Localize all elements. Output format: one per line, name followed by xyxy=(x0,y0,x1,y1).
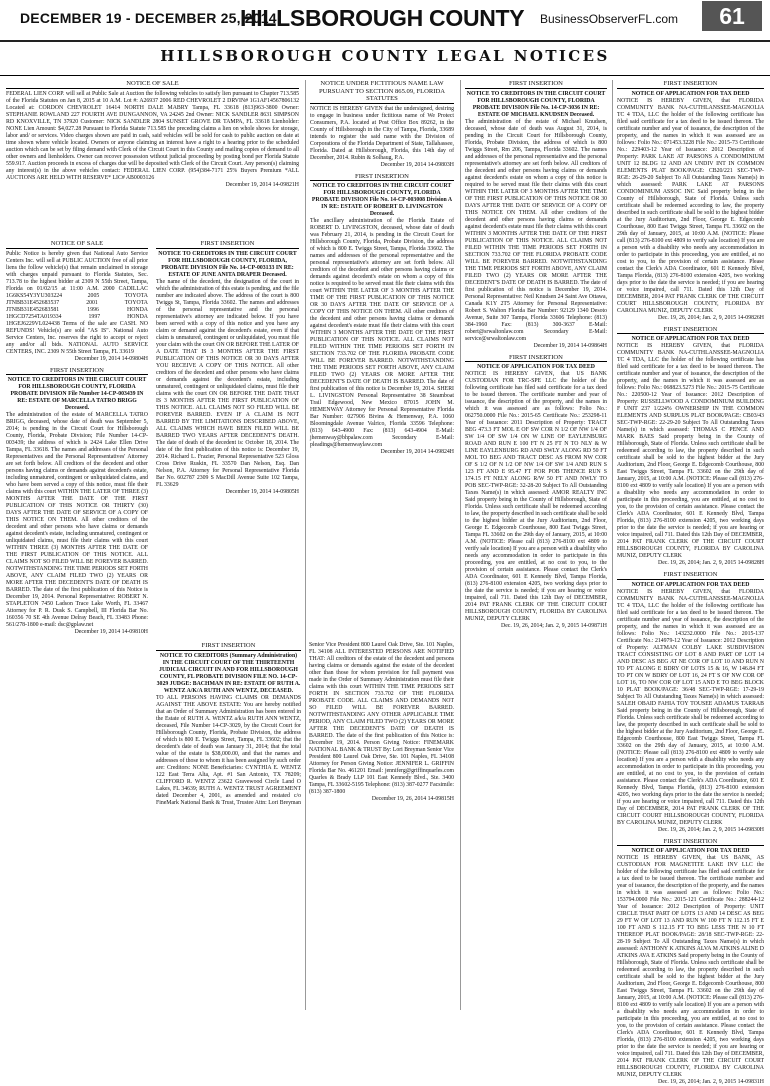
notice-body: FEDERAL LIEN CORP. will sell at Public Sale at Auction the following vehicles to satisfy lien pursuant to Chapter 713.585 of the Florida Statutes on Jan 8, 2015 at 10 A.M. Lot #: A26937 2006 RED CHEVROLET 2 DRVIN# 1G1AF14567806132 Located at: CORDON CHEVROLET 16414 NORTH DALE MABRY Tampa, FL 33618 (813)963-3800 Owner: STEPHANIE ROWLAND 227 FOURTH AVE DUNGANNON, VA 24245 2nd Owner: NICK SANDLER 8631 SIMPSON RD KNOXVILLE, TN 37920 Customer: NICK SANDLER 2804 SUNSET GROVE DR TAMPA, FL 33618 Lienholder: NONE Lien Amount: $4,027.28 Pursuant to Florida Statute 713.585 the preceding claims a lien on whole shows for storage, labor and/ or services. Video charges shown are paid in cash, said vehicles will be sold for cash to public auction on date at time shown where vehicle located. Owners or anyone claiming an interest have a right to a hearing prior to the scheduled auction which can be set by filing demand with Clerk of the Circuit Court in this County and mailing copies of demand to all other owners and lienholders. Owner can recover possession without judicial proceeding by posting bond per Florida Statute 559.917. Auction proceeds in excess of charges due will be deposited with Clerk of the Circuit Court. Any person(s) claiming any interest(s) in the above vehicles contact: FEDERAL LIEN CORP. (954)384-7171 25% Buyers Premium *ALL AUCTIONS ARE HELD WITH RESERVE* LIC# AB0003126 xyxy=(6,90,299,181)
notice-column xyxy=(6,80,299,236)
notice-heading: FIRST INSERTION xyxy=(465,80,607,89)
notice-tax-deed-amor xyxy=(465,354,607,631)
masthead xyxy=(0,0,770,42)
notice-tax-deed-atkins xyxy=(617,838,764,1086)
notice-heading: FIRST INSERTION xyxy=(617,571,764,580)
notice-estate-wentz xyxy=(156,642,454,807)
notice-footer: Dec. 19, 26, 2014; Jan. 2, 9, 2015 14-09828H xyxy=(658,560,764,567)
notice-title: NOTICE OF APPLICATION FOR TAX DEED xyxy=(631,90,750,97)
notice-title: NOTICE OF APPLICATION FOR TAX DEED xyxy=(631,336,750,343)
notice-footer: December 19, 26, 2014 14-09815H xyxy=(371,796,454,802)
notice-title: NOTICE TO CREDITORS (Summary Administration) IN THE CIRCUIT COURT OF THE THIRTEENTH JUDICIAL CIRCUIT IN AND FOR HILLSBOROUGH COUNTY, FL PROBATE DIVISION FILE NO. 14-CP-3029 JUDGE: BACHMAN IN RE: ESTATE OF RUTH A. WENTZ A/K/A RUTH ANN WENTZ, DECEASED. xyxy=(156,652,301,694)
notice-heading: NOTICE OF SALE xyxy=(6,240,148,249)
notice-body: NOTICE IS HEREBY GIVEN, that FLORIDA COMMUNITY BANK NA-CUTHLANSSEE-MAGNOLIA TC 4 TDA, LLC the holder of the following certificate has filed said certificate for a tax deed to be issued thereon. The certificate number and year of issuance, the description of the property, and the names in which it was assessed are as follows: Folio No.: 143232.0000 File No.: 2015-137 Certificate No.: 214979-12 Year of Issuance: 2012 Description of Property: ALTMAN COLBY LAKE SUBDIVISION TRACT CONSISTING OF LOT 8 AND PART OF LOT 14 AND DESC AS BEG AT NE COR OF LOT 10 AND RUN N TO PT ALONG E BDRY OF LOTS 15 & 16, W 146.84 FT TO PT ON W BDRY OF LOT 16, 24 FT S OF NW COR OF LOT 16, TO NW COR OF LOT 15 AND E TO BEG BLOCK 10 PLAT BOOK/PAGE: 36/48 SEC-TWP-RGE: 17-29-19 Subject To All Outstanding Taxes Name(s) in which assessed: SALEH OBAID FAHIA TOY TOUSEE ADAMUS TARRAB Said property being in the County of Hillsborough, State of Florida. Unless such certificate shall be redeemed according to law, the property described in such certificate shall be sold to the highest bidder at the Jury Auditorium, 2nd Floor, George E. Edgecomb Courthouse, 800 East Twiggs Street, Tampa FL 33602 on the 29th day of January, 2015, at 10:00 A.M. (NOTICE: Please call (813) 276-8100 ext 4809 to verify sale location) If you are a person with a disability who needs any accommodation in order to participate in this proceeding, you are entitled, at no cost to you, to the provision of certain assistance. Please contact the Clerk's ADA Coordinator, 601 E Kennedy Blvd, Tampa Florida, (813) 276-8100 extension 4205, two working days prior to the date the service is needed; if you are hearing or voice impaired, call 711. Dated this 12th Day of DECEMBER, 2014 PAT FRANK CLERK OF THE CIRCUIT COURT HILLSBOROUGH COUNTY, FLORIDA BY CAROLINA MUNIZ, DEPUTY CLERK xyxy=(617,588,764,826)
notice-fictitious-name xyxy=(310,80,454,169)
notice-title: NOTICE TO CREDITORS IN THE CIRCUIT COURT FOR HILLSBOROUGH COUNTY, FLORIDA PROBATE DIVISION File No. 14-CP-003008 Division A IN RE: ESTATE OF ROBERT D. LIVINGSTON Deceased. xyxy=(311,183,453,218)
notice-footer: December 19, 2014 14-09804H xyxy=(74,355,148,362)
notice-body: The ancillary administration of the Florida Estate of ROBERT D. LIVINGSTON, deceased, whose date of death was February 21, 2014, is pending in the Circuit Court for Hillsborough County, Florida, Probate Division, the address of which is 800 E. Twiggs Street, Tampa, Florida 33602. The names and addresses of the personal representative and the personal representative's attorney are set forth below. All creditors of the decedent and other persons having claims or demands against decedent's estate on whom a copy of this notice is required to be served must file their claims with this court WITHIN THE LATER OF 3 MONTHS AFTER THE TIME OF THE FIRST PUBLICATION OF THIS NOTICE OR 30 DAYS AFTER THE DATE OF SERVICE OF A COPY OF THIS NOTICE ON THEM. All other creditors of the decedent and other persons having claims or demands against decedent's estate must file their claims with this court WITHIN 3 MONTHS AFTER THE DATE OF THE FIRST PUBLICATION OF THIS NOTICE. ALL CLAIMS NOT FILED WITHIN THE TIME PERIODS SET FORTH IN SECTION 733.702 OF THE FLORIDA PROBATE CODE WILL BE FOREVER BARRED. NOTWITHSTANDING THE TIME PERIODS SET FORTH ABOVE, ANY CLAIM FILED TWO (2) YEARS OR MORE AFTER THE DECEDENT'S DATE OF DEATH IS BARRED. The date of first publication of this notice is December 19, 2014. SHERI L. LIVINGSTON Personal Representative 38 Steamboat Trail Edgewood, New Mexico 87015 JOHN M. HEMENWAY Attorney for Personal Representative Florida Bar Number: 027906 Bivins & Hemenway, P.A. 1060 Bloomingdale Avenue Valrico, Florida 33596 Telephone: (813) 643-4900 Fax: (813) 643-4904 E-Mail: jhemenway@bhpalaw.com Secondary E-Mail: pleadings@hemenwaylaw.com xyxy=(310,218,454,449)
notice-heading: FIRST INSERTION xyxy=(156,642,301,651)
notice-heading: FIRST INSERTION xyxy=(6,367,148,376)
notice-body: NOTICE IS HEREBY GIVEN, that FLORIDA COMMUNITY BANK NA-CUTHLANSSEE-MAGNOLIA TC 4 TDA, LLC the holder of the following certificate has filed said certificate for a tax deed to be issued thereon. The certificate number and year of issuance, the description of the property, and the names in which it was assessed are as follows: Folio No.: 068823.5273 File No.: 2015-75 Certificate No.: 220500-12 Year of Issuance: 2012 Description of Property: RUSSELLWOOD A CONDOMINIUM BUILDING F UNIT 237 1/224% OWNERSHIP IN THE COMMON ELEMENTS AND SURPLUS PLAT BOOK/PAGE: CB03/43 SEC-TWP-RGE: 22-29-20 Subject To All Outstanding Taxes Name(s) in which assessed: THOMAS C PENCE AND MARK BAES Said property being in the County of Hillsborough, State of Florida. Unless such certificate shall be redeemed according to law, the property described in such certificate shall be sold to the highest bidder at the Jury Auditorium, 2nd Floor, George E. Edgecomb Courthouse, 800 East Twiggs Street, Tampa FL 33602 on the 29th day of January, 2015, at 10:00 A.M. (NOTICE: Please call (813) 276-8100 ext 4809 to verify sale location) If you are a person with a disability who needs any accommodation in order to participate in this proceeding, you are entitled, at no cost to you, to the provision of certain assistance. Please contact the Clerk's ADA Coordinator, 601 E Kennedy Blvd, Tampa Florida, (813) 276-8100 extension 4205, two working days prior to the date the service is needed; if you are hearing or voice impaired, call 711. Dated this 12th Day of DECEMBER, 2014 PAT FRANK CLERK OF THE CIRCUIT COURT HILLSBOROUGH COUNTY, FLORIDA BY CAROLINA MUNIZ, DEPUTY CLERK xyxy=(617,343,764,560)
page-number: 61 xyxy=(702,1,762,31)
notice-heading: FIRST INSERTION xyxy=(465,354,607,363)
notice-title: NOTICE OF APPLICATION FOR TAX DEED xyxy=(631,581,750,588)
notice-estate-livingston xyxy=(310,173,454,457)
notice-footer: December 19, 2014 14-09864H xyxy=(533,342,607,349)
notice-heading: FIRST INSERTION xyxy=(617,80,764,89)
notice-title: NOTICE OF APPLICATION FOR TAX DEED xyxy=(631,848,750,855)
notice-column xyxy=(310,80,454,640)
notice-footer: December 19, 2014 14-09803H xyxy=(380,161,454,168)
notice-estate-knudsen xyxy=(465,80,607,350)
notice-title: NOTICE OF APPLICATION FOR TAX DEED xyxy=(477,364,595,371)
notice-body: NOTICE IS HEREBY GIVEN, that US BANK CUSTODIAN FOR TRC-SPE LLC the holder of the following certificate has filed said certificate for a tax deed to be issued thereon. The certificate number and year of issuance, the description of the property, and the names in which it was assessed are as follows: Folio No.: 062750.0000 File No.: 2015-65 Certificate No.: 253298-11 Year of Issuance: 2011 Description of Property: TRACT BEG 473.3 FT MOL E OF SW COR N 1/2 OF NW 1/4 OF SW 1/4 OF SW 1/4 ON W LINE OF EAYLENBURG ROAD AND RUN E 100 FT N 25 FT N TO NLY & W LINE EAYLENBURG RD AND SWLY ALONG RD 50 FT MOL TO BEG AND TRACT DESC AS FROM NW COR OF S 1/2 OF N 1/2 OF NW 1/4 OF SW 1/4 AND RUN S 123 FT AND E 95.47 FT FOR POB THENCE RUN S 174.15 FT NELY ALONG R/W 50 FT AND NWLY TO POB SEC-TWP-RGE: 32-28-20 Subject To All Outstanding Taxes Name(s) in which assessed: AMOR REALTY INC Said property being in the County of Hillsborough, State of Florida. Unless such certificate shall be redeemed according to law, the property described in such certificate shall be sold to the highest bidder at the Jury Auditorium, 2nd Floor, George E. Edgecomb Courthouse, 800 East Twiggs Street, Tampa FL 33602 on the 29th day of January, 2015, at 10:00 A.M. (NOTICE: Please call (813) 276-8100 ext 4809 to verify sale location) If you are a person with a disability who needs any accommodation in order to participate in this proceeding, you are entitled, at no cost to you, to the provision of certain assistance. Please contact the Clerk's ADA Coordinator, 601 E Kennedy Blvd, Tampa Florida, (813) 276-8100 extension 4205, two working days prior to the date the service is needed; if you are hearing or voice impaired, call 711. Dated this 12th Day of DECEMBER, 2014 PAT FRANK CLERK OF THE CIRCUIT COURT HILLSBOROUGH COUNTY, FLORIDA BY CAROLINA MUNIZ, DEPUTY CLERK xyxy=(465,371,607,623)
notice-footer: Dec. 19, 26, 2014; Jan. 2, 9, 2015 14-09826H xyxy=(658,314,764,321)
notice-column xyxy=(617,80,764,1086)
notice-heading: NOTICE UNDER FICTITIOUS NAME LAW PURSUANT TO SECTION 865.09, FLORIDA STATUTES xyxy=(310,80,454,104)
notice-of-sale-lien xyxy=(6,80,299,189)
notice-body: The administration of the estate of MARCELLA TATRO BRIGG, deceased, whose date of death was September 5, 2014; is pending in the Circuit Court for Hillsborough County, Florida, Probate Division; File Number 14-CP-003439; the address of which is 2424 Lake Ellen Drive Tampa, FL 33618. The names and addresses of the Personal Representatives and the Personal Representatives' Attorney are set forth below. All creditors of the decedent and other persons having claims or demands against decedent's estate, including unmatured, contingent or unliquidated claims, and who have been served a copy of this notice, must file their claims with this court WITHIN THE LATER OF THREE (3) MONTHS AFTER THE DATE OF THE FIRST PUBLICATION OF THIS NOTICE OR THIRTY (30) DAYS AFTER THE DATE OF SERVICE OF A COPY OF THIS NOTICE ON THEM. All other creditors of the decedent and other persons who have claims or demands against decedent's estate, including unmatured, contingent or unliquidated claims, must file their claims with this court WITHIN THREE (3) MONTHS AFTER THE DATE OF THE FIRST PUBLICATION OF THIS NOTICE. ALL CLAIMS NOT SO FILED WILL BE FOREVER BARRED. NOTWITHSTANDING THE TIME PERIODS SET FORTH ABOVE, ANY CLAIM FILED TWO (2) YEARS OR MORE AFTER THE DECEDENT'S DATE OF DEATH IS BARRED. The date of the first publication of this Notice is December 19, 2014. Personal Representative: ROBERT N. STAPLETON 7450 Ladson Trace Lake Worth, FL 33467 Attorney for P. R. Dusk S. Campbell, III Florida Bar No. 160356 70 SE 4th Avenue Delray Beach, FL 33483 Phone: 561/278-1800 e-mail: dsc@gplaw.net xyxy=(6,412,148,629)
notice-footer: Dec. 19, 26, 2014; Jan. 2, 9, 2015 14-09871H xyxy=(501,623,607,630)
notice-body: NOTICE IS HEREBY GIVEN that the undersigned, desiring to engage in business under fictitious name of We Protect Consumers, P.A. located at Post Office Box 89262, in the County of Hillsborough in the City of Tampa, Florida, 33689 intends to register the said name with the Division of Corporations of the Florida Department of State, Tallahassee, Florida. Dated at Hillsborough, Florida, this 14th day of December, 2014. Rubin & Solhaug, P.A. xyxy=(310,105,454,161)
notice-title: NOTICE TO CREDITORS IN THE CIRCUIT COURT FOR HILLSBOROUGH COUNTY, FLORIDA, PROBATE DIVISION File No. 14-CP-003133 IN RE: ESTATE OF JUNE ANITA DRAPER Deceased. xyxy=(158,250,297,278)
notice-heading: FIRST INSERTION xyxy=(156,240,299,249)
notice-heading: FIRST INSERTION xyxy=(617,326,764,335)
notice-body: Public Notice is hereby given that National Auto Service Centers Inc. will sell at PUBLIC AUCTION free of all prior liens the follow vehicle(s) that remain unclaimed in storage with charges unpaid pursuant to Florida Statutes, Sec. 713.78 to the highest bidder at 2309 N 55th Street, Tampa, Florida on 01/02/15 at 11:00 A.M. 2000 CADILLAC 1G6KS54Y3YU303224 2005 TOYOTA JTNBB31E452683537 2001 TOYOTA JTNBB31E452683581 1996 HONDA 1HGCD7254TA019334 1997 HONDA 1HGEJ6229VL024438 Terms of the sale are CASH. NO REFUNDS! Vehicle(s) are sold "AS IS". National Auto Service Centers, Inc. reserves the right to accept or reject any and/or all bids. NATIONAL AUTO SERVICE CENTERS, INC. 2309 N 55th Street Tampa, FL 33619 xyxy=(6,250,148,355)
notice-tax-deed-park-lake xyxy=(617,80,764,322)
notice-footer: December 19, 2014 14-09824H xyxy=(380,449,454,456)
column-divider xyxy=(612,80,613,1010)
notice-estate-draper xyxy=(156,240,299,496)
notice-column xyxy=(156,240,299,640)
notice-body: NOTICE IS HEREBY GIVEN, that US BANK, AS CUSTODIAN FOR MAGNETITE LAKE INV LLC the holder of the following certificate has filed said certificate for a tax deed to be issued thereon. The certificate number and year of issuance, the description of the property, and the names in which it was assessed are as follows: Folio No.: 153794.0000 File No.: 2015-121 Certificate No.: 288244-12 Year of Issuance: 2012 Description of Property: UNIT CIRCLE THAT PART OF LOTS 13 AND 14 DESC AS BEG 29 FT W OF LOT 13 AND RUN W 100 FT N 112.15 FT E 100 FT AND S 112.15 FT TO BEG LESS THE N 10 FT THEREOF PLAT BOOK/PAGE: 28/18 SEC-TWP-RGE: 22-28-19 Subject To All Outstanding Taxes Name(s) in which assessed: ANTHONY K ATKINS ALVA M ATKINS ALINE D ATKINS AVA E ATKINS Said property being in the County of Hillsborough, State of Florida. Unless such certificate shall be redeemed according to law, the property described in such certificate shall be sold to the highest bidder at the Jury Auditorium, 2nd Floor, George E. Edgecomb Courthouse, 800 East Twiggs Street, Tampa FL 33602 on the 29th day of January, 2015, at 10:00 A.M. (NOTICE: Please call (813) 276-8100 ext 4809 to verify sale location) If you are a person with a disability who needs any accommodation in order to participate in this proceeding, you are entitled, at no cost to you, to the provision of certain assistance. Please contact the Clerk's ADA Coordinator, 601 E Kennedy Blvd, Tampa Florida, (813) 276-8100 extension 4205, two working days prior to the date the service is needed; if you are hearing or voice impaired, call 711. Dated this 12th Day of DECEMBER, 2014 PAT FRANK CLERK OF THE CIRCUIT COURT HILLSBOROUGH COUNTY, FLORIDA BY CAROLINA MUNIZ, DEPUTY CLERK xyxy=(617,855,764,1079)
column-divider xyxy=(460,80,461,1010)
notice-footer: December 19, 2014 14-09805H xyxy=(225,488,299,495)
website-link[interactable]: BusinessObserverFL.com xyxy=(540,12,679,26)
notice-title: NOTICE TO CREDITORS IN THE CIRCUIT COURT FOR HILLSBOROUGH COUNTY, FLORIDA PROBATE DIVISION File Number 14-CP-003439 IN RE: ESTATE OF MARCELLA TATRO BRIGG Deceased. xyxy=(7,377,147,412)
notice-body: The name of the decedent, the designation of the court in which the administration of this estate is pending, and the file number are indicated above. The address of the court is 800 Twiggs St, Tampa, Florida 33602. The names and addresses of the personal representative and the personal representative's attorney are indicated below. If you have been served with a copy of this notice and you have any claim or demand against the decedent's estate, even if that claim is unmatured, contingent or unliquidated, you must file your claim with the court ON OR BEFORE THE LATER OF A DATE THAT IS 3 MONTHS AFTER THE FIRST PUBLICATION OF THIS NOTICE OR 30 DAYS AFTER YOU RECEIVE A COPY OF THIS NOTICE. All other creditors of the decedent and other persons who have claims or demands against the decedent's estate, including unmatured, contingent or unliquidated claims, must file their claims with the court ON OR BEFORE THE DATE THAT IS 3 MONTHS AFTER THE FIRST PUBLICATION OF THIS NOTICE. ALL CLAIMS NOT SO FILED WILL BE FOREVER BARRED. EVEN IF A CLAIM IS NOT BARRED BY THE LIMITATIONS DESCRIBED ABOVE, ALL CLAIMS WHICH HAVE BEEN FILED WILL BE BARRED TWO YEARS AFTER DECEDENT'S DEATH. The date of death of the decedent is: October 18, 2014. The date of the first publication of this notice is: December 19, 2014. Richard L. Frazier, Personal Representative 523 Gloss Cross Drive Ruskin, FL 33570 Dan Nelson, Esq. Dan Nelson, P.A. Attorney for Personal Representative Florida Bar No. 602787 2309 S MacDill Avenue Suite 102 Tampa, FL 33629 xyxy=(156,278,299,488)
notice-heading: NOTICE OF SALE xyxy=(6,80,299,89)
notice-tax-deed-russellwood xyxy=(617,326,764,568)
notice-column xyxy=(465,80,607,1010)
notice-column xyxy=(6,240,148,1010)
notice-body: TO ALL PERSONS HAVING CLAIMS OR DEMANDS AGAINST THE ABOVE ESTATE: You are hereby notified that an Order of Summary Administration has been entered in the Estate of RUTH A. WENTZ a/k/a RUTH ANN WENTZ, deceased, File Number 14-CP-3029, by the Circuit Court for Hillsborough County, Florida, Probate Division, the address of which is 800 E. Twiggs Street, Tampa, FL 33602; that the decedent's date of death was January 31, 2014; that the total value of the estate is $38,000.00, and that the names and addresses of those to whom it has been assigned by such order are: Creditors: NONE Beneficiaries: CYNTHIA E. WENTZ 122 East Terra Alta, Apt. #1 San Antonio, TX 78209; CLIFFORD R. WENTZ 23622 Gravewood Circle Land O Lakes, FL 34639; RUTH A. WENTZ TRUST AGREEMENT dated December 4, 2001, as amended and restated c/o FineMark National Bank & Trust, Trustee Attn: Lori Breyman Senior Vice President 800 Laurel Oak Drive, Ste. 101 Naples, FL 34108 ALL INTERESTED PERSONS ARE NOTIFIED THAT: All creditors of the estate of the decedent and persons having claims or demands against the estate of the decedent other than those for whom provision for full payment was made in the Order of Summary Administration must file their claims with this court WITHIN THE TIME PERIODS SET FORTH IN SECTION 733.702 OF THE FLORIDA PROBATE CODE. ALL CLAIMS AND DEMANDS NOT SO FILED WILL BE FOREVER BARRED. NOTWITHSTANDING ANY OTHER APPLICABLE TIME PERIOD, ANY CLAIM FILED TWO (2) YEARS OR MORE AFTER THE DECEDENT'S DATE OF DEATH IS BARRED. The date of the first publication of this Notice is: December 19, 2014. Person Giving Notice: FINEMARK NATIONAL BANK & TRUST By: Lori Breyman Senior Vice President 800 Laurel Oak Drive, Ste. 101 Naples, FL 34108 Attorney for Person Giving Notice: JENNIFER L. GRIFFIN Florida Bar No. 461201 Email: jenniferg@griffinquarles.com Quarles & Brady LLP 101 East Kennedy Blvd., Ste. 3400 Tampa, FL 33602-5195 Telephone: (813) 387-0277 Facsimile: (813) 387-1800 xyxy=(156,642,454,806)
notice-footer: December 19, 2014 14-09810H xyxy=(74,629,148,636)
notice-heading: FIRST INSERTION xyxy=(617,838,764,847)
notice-of-sale-auto xyxy=(6,240,148,363)
banner-rule xyxy=(0,75,770,76)
notice-title: NOTICE TO CREDITORS IN THE CIRCUIT COURT FOR HILLSBOROUGH COUNTY, FLORIDA PROBATE DIVISION File No. 14-CP-3036 IN RE: ESTATE OF MICHAEL KNUDSEN Deceased. xyxy=(466,90,606,118)
notice-column xyxy=(156,642,454,1010)
notice-estate-brigg xyxy=(6,367,148,637)
issue-date-range: DECEMBER 19 - DECEMBER 25, 2014 xyxy=(20,10,277,26)
notice-tax-deed-altman xyxy=(617,571,764,834)
notice-heading: FIRST INSERTION xyxy=(310,173,454,182)
section-county-title: HILLSBOROUGH COUNTY xyxy=(240,5,525,31)
notice-body: The administration of the estate of Michael Knudsen, deceased, whose date of death was August 31, 2014, is pending in the Circuit Court for Hillsborough County, Florida, Probate Division, the address of which is 800 Twiggs Street, Rm 206, Tampa, Florida 33602. The names and addresses of the personal representative and the personal representative's attorney are set forth below. All creditors of the decedent and other persons having claims or demands against decedent's estate on whom a copy of this notice is required to be served must file their claims with this court WITHIN THE LATER OF 3 MONTHS AFTER THE TIME OF THE FIRST PUBLICATION OF THIS NOTICE OR 30 DAYS AFTER THE DATE OF SERVICE OF A COPY OF THIS NOTICE ON THEM. All other creditors of the decedent and other persons having claims or demands against decedent's estate must file their claims with this court WITHIN 3 MONTHS AFTER THE DATE OF THE FIRST PUBLICATION OF THIS NOTICE. ALL CLAIMS NOT FILED WITHIN THE TIME PERIODS SET FORTH IN SECTION 733.702 OF THE FLORIDA PROBATE CODE WILL BE FOREVER BARRED. NOTWITHSTANDING THE TIME PERIODS SET FORTH ABOVE, ANY CLAIM FILED TWO (2) YEARS OR MORE AFTER THE DECEDENT'S DATE OF DEATH IS BARRED. The date of first publication of this notice is December 19, 2014. Personal Representative: Neil Knudsen 24 Saint Ave Ottawa, Canada K1Y 2T5 Attorney for Personal Representative: Robert S. Walton Florida Bar Number: 92129 1340 Desoto Avenue, Suite 307 Tampa, Florida 33606 Telephone: (813) 384-1960 Fax: (813) 300-3637 E-Mail: robert@srwaltonlaw.com Secondary E-Mail: service@srwaltonlaw.com xyxy=(465,118,607,342)
legal-notices-banner: HILLSBOROUGH COUNTY LEGAL NOTICES xyxy=(160,47,610,65)
notice-footer: Dec. 19, 26, 2014; Jan. 2, 9, 2015 14-09830H xyxy=(658,826,764,833)
notice-footer: Dec. 19, 26, 2014; Jan. 2, 9, 2015 14-09831H xyxy=(658,1079,764,1086)
notice-footer: December 19, 2014 14-09821H xyxy=(225,181,299,188)
notice-body: NOTICE IS HEREBY GIVEN, that FLORIDA COMMUNITY BANK NA-CUTHLANSSEE-MAGNOLIA TC 4 TDA, LLC the holder of the following certificate has filed said certificate for a tax deed to be issued thereon. The certificate number and year of issuance, the description of the property, and the names in which it was assessed are as follows: Folio No.: 071453.3228 File No.: 2015-73 Certificate No.: 229403-12 Year of Issuance: 2012 Description of Property: PARK LAKE AT PARSONS A CONDOMINIUM UNIT 12 BLDG 12 AND AN UNDIV INT IN COMMON ELEMENTS PLAT BOOK/PAGE: CB20/221 SEC-TWP-RGE: 26-29-20 Subject To All Outstanding Taxes Name(s) in which assessed: PARK LAKE AT PARSONS CONDOMINIUM ASSOC INC Said property being in the County of Hillsborough, State of Florida. Unless such certificate shall be redeemed according to law, the property described in such certificate shall be sold to the highest bidder at the Jury Auditorium, 2nd Floor, George E. Edgecomb Courthouse, 800 East Twiggs Street, Tampa FL 33602 on the 29th day of January, 2015, at 10:00 A.M. (NOTICE: Please call (813) 276-8100 ext 4809 to verify sale location) If you are a person with a disability who needs any accommodation in order to participate in this proceeding, you are entitled, at no cost to you, to the provision of certain assistance. Please contact the Clerk's ADA Coordinator, 601 E Kennedy Blvd, Tampa Florida, (813) 276-8100 extension 4205, two working days prior to the date the service is needed; if you are hearing or voice impaired, call 711. Dated this 12th Day of DECEMBER, 2014 PAT FRANK CLERK OF THE CIRCUIT COURT HILLSBOROUGH COUNTY, FLORIDA BY CAROLINA MUNIZ, DEPUTY CLERK xyxy=(617,97,764,314)
